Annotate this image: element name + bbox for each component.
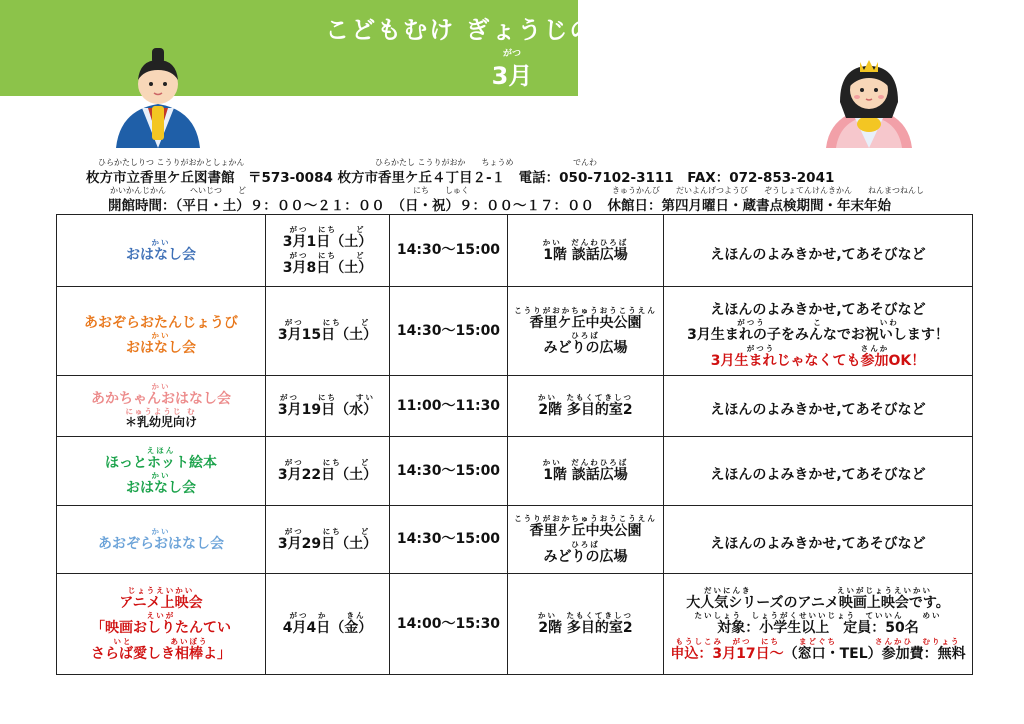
event-name-ruby: にゅうようじ む [125,407,197,417]
event-description-ruby: がつう こ いわ [737,318,899,328]
event-name-text: おはなし会 [126,480,196,496]
event-time: 14:30～15:00 [390,437,508,506]
event-description-ruby [664,238,972,247]
event-place-text: みどりの広場 [543,340,628,356]
title-banner [0,0,699,96]
library-address-line: 枚方市立香里ケ丘図書館 〒573-0084 枚方市香里ケ丘４丁目２-１ 電話：050-7102-3111 FAX：072-853-2041 [86,170,835,186]
event-date-text: 3月29日（土） [277,535,378,552]
event-name-text: あおぞらおたんじょうび [84,314,238,331]
event-name-ruby: えいが [146,611,176,621]
event-date-cell [266,376,390,437]
event-description-ruby [664,393,972,402]
event-date-cell [266,574,390,675]
event-name-ruby: じょうえいかい [127,586,195,596]
event-description-cell [664,376,973,437]
event-place-cell [508,574,664,675]
event-name-ruby [57,306,265,315]
event-place-cell [508,215,664,287]
event-name-text: あかちゃんおはなし会 [91,391,231,408]
event-row [57,376,973,437]
event-date-text: 4月4日（金） [282,620,373,637]
event-date-text: 3月22日（土） [277,467,378,484]
event-description-text: えほんのよみきかせ,てあそびなど [710,467,926,484]
event-description-ruby [664,527,972,536]
event-date-cell [266,287,390,376]
event-place-ruby: かい だんわひろば [542,458,629,468]
event-place-text: みどりの広場 [543,548,628,565]
event-time: 11:00～11:30 [390,376,508,437]
event-date-text: 3月19日（水） [277,402,378,419]
event-description-cell [664,437,973,506]
event-description-cell [664,215,973,287]
event-place-ruby: ひろば [571,539,600,549]
event-row [57,574,973,675]
event-description-ruby: だいにんき えいがじょうえいかい [704,586,932,596]
event-description-text: 対象：小学生以上 定員：50名 [717,620,919,637]
event-place-ruby: かい たもくてきしつ [538,611,633,621]
events-table [56,214,973,675]
event-place-text: 香里ケ丘中央公園 [529,314,642,331]
event-time: 14:30～15:00 [390,506,508,574]
opening-hours-line: 開館時間：（平日・土）９：００～２１：００ （日・祝）９：００～１７：００ 休館日：第四月曜日・蔵書点検期間・年末年始 [108,198,891,214]
event-name-text: 「映画おしりたんてい [91,620,231,637]
event-name-text: おはなし会 [126,246,196,263]
month-label: 3月 [491,62,533,90]
event-date-ruby: がつ にち ど [289,225,366,235]
event-description-text: えほんのよみきかせ,てあそびなど [710,246,926,263]
event-description-ruby: たいしょう しょうがくせいいじょう ていいん めい [694,611,942,621]
event-date-text: 3月8日（土） [282,259,373,276]
event-date-cell [266,215,390,287]
event-place-ruby: かい たもくてきしつ [538,393,633,403]
event-description-ruby [664,458,972,467]
event-date-text: 3月15日（土） [277,327,378,344]
event-time: 14:00～15:30 [390,574,508,675]
event-name-text: さらば愛しき相棒よ」 [91,645,231,662]
event-description-cell [664,287,973,376]
event-place-ruby: こうりがおかちゅうおうこうえん [514,305,657,315]
event-place-cell [508,376,664,437]
event-place-cell [508,506,664,574]
event-date-ruby: がつ か きん [289,611,366,621]
event-time: 14:30～15:00 [390,215,508,287]
event-place-cell [508,437,664,506]
event-name-ruby: かい [151,471,171,480]
application-date: 申込：3月17日～ [670,645,784,662]
month-ruby: がつ [502,49,521,59]
event-name-cell [57,215,266,287]
event-description-text [664,646,972,662]
event-date-ruby: がつ にち ど [284,318,371,328]
event-row [57,506,973,574]
event-name-cell [57,506,266,574]
event-name-cell [57,574,266,675]
event-name-ruby: かい [151,331,171,340]
event-description-cell [664,506,973,574]
event-row [57,287,973,376]
event-description-text: えほんのよみきかせ,てあそびなど [710,302,926,319]
event-description-ruby [664,293,972,302]
event-date-ruby: がつ にち ど [284,458,371,468]
event-name-text: アニメ上映会 [119,595,203,612]
event-name-text: あおぞらおはなし会 [98,535,224,552]
event-description-ruby: がつう さんか [746,343,890,353]
application-method: （窓口・TEL）参加費：無料 [783,645,966,662]
event-date-ruby: がつ にち すい [280,393,375,403]
event-place-text: 2階 多目的室2 [538,402,633,419]
event-time: 14:30～15:00 [390,287,508,376]
event-name-cell [57,287,266,376]
event-place-ruby: こうりがおかちゅうおうこうえん [514,514,657,524]
header-ruby-address: ひらかたし こうりがおか ちょうめ [375,158,514,167]
event-place-text: 1階 談話広場 [543,246,628,263]
event-name-cell [57,437,266,506]
event-row [57,437,973,506]
header-ruby-phone: でんわ [573,158,597,167]
header-ruby-hours: かいかんじかん へいじつ ど [110,186,246,195]
event-description-text: えほんのよみきかせ,てあそびなど [710,402,926,419]
event-place-text: 1階 談話広場 [543,467,628,484]
event-date-ruby: がつ にち ど [289,250,366,260]
event-name-ruby: かい [151,526,171,536]
event-name-text: ほっとホット絵本 [105,454,217,471]
event-description-text: 3月生まれじゃなくても参加OK！ [710,352,926,369]
page-title: こどもむけ ぎょうじのおしらせ [325,16,699,44]
event-name-ruby: いと あいぼう [113,636,209,646]
event-name-text: おはなし会 [126,340,196,356]
event-place-text: 2階 多目的室2 [538,620,633,637]
event-place-cell [508,287,664,376]
event-place-text: 香里ケ丘中央公園 [529,523,642,540]
header-ruby-closed: きゅうかんび だいよんげつようび ぞうしょてんけんきかん ねんまつねんし [612,186,924,195]
header-ruby-library: ひらかたしりつ こうりがおかとしょかん [98,158,245,167]
event-place-ruby: かい だんわひろば [542,237,629,247]
event-date-cell [266,437,390,506]
event-date-text: 3月1日（土） [282,234,373,251]
event-description-ruby: もうしこみ がつ にち まどぐち さんかひ むりょう [675,636,961,646]
event-description-text: 大人気シリーズのアニメ映画上映会です。 [686,595,950,612]
event-description-text: えほんのよみきかせ,てあそびなど [710,535,926,552]
event-name-ruby: かい [151,237,171,247]
event-description-cell [664,574,973,675]
event-date-cell [266,506,390,574]
event-name-ruby: えほん [146,445,176,455]
event-name-text: ＊乳幼児向け [124,415,197,430]
event-name-ruby: かい [151,382,171,392]
event-name-cell [57,376,266,437]
event-date-ruby: がつ にち ど [284,526,371,536]
event-description-text: 3月生まれの子をみんなでお祝いします！ [687,327,949,344]
header-ruby-holiday: にち しゅく [413,186,469,195]
event-row [57,215,973,287]
event-place-ruby: ひろば [571,331,600,340]
